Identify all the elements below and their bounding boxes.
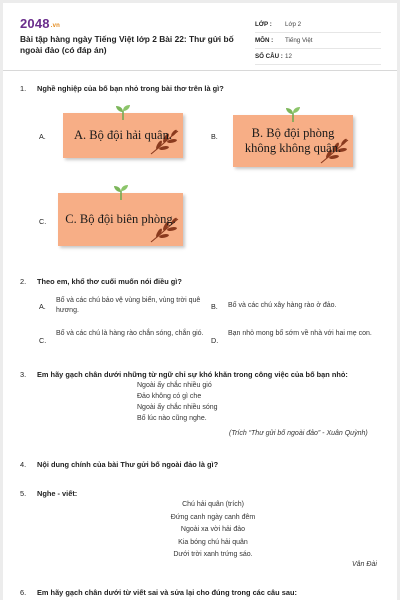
option-d-text[interactable]: Bạn nhỏ mong bố sớm về nhà với hai mẹ con. <box>228 330 372 337</box>
meta-key: LỚP : <box>255 21 272 28</box>
meta-table <box>255 17 381 65</box>
option-letter-c: C. <box>39 336 47 345</box>
answer-card-b[interactable] <box>233 115 353 167</box>
question-text: Nội dung chính của bài Thư gửi bố ngoài đảo là gì? <box>37 460 219 469</box>
dictation-poem <box>143 499 283 562</box>
option-letter-a: A. <box>39 132 46 141</box>
question-number: 3. <box>20 370 27 379</box>
question-3 <box>20 370 390 379</box>
option-c-text[interactable]: Bố và các chú là hàng rào chắn sóng, chắn gió. <box>56 330 204 337</box>
question-2 <box>20 277 182 286</box>
site-logo[interactable] <box>20 16 60 31</box>
logo-suffix: .vn <box>50 23 61 29</box>
answer-card-a[interactable] <box>63 113 183 158</box>
poem-author: Vân Đài <box>352 561 377 568</box>
question-1 <box>20 84 224 93</box>
question-text: Em hãy gạch chân dưới những từ ngữ chỉ sự khó khăn trong công việc của bố bạn nhỏ: <box>37 370 348 379</box>
option-text: C. Bộ đội biên phòng. <box>65 212 176 226</box>
meta-row-subject <box>255 33 381 49</box>
option-text: B. Bộ đội phòng không không quân. <box>244 126 342 155</box>
option-letter-b: B. <box>211 302 218 311</box>
question-number: 4. <box>20 460 27 469</box>
poem-line: Ngoài ấy chắc nhiều sóng <box>137 404 218 411</box>
poem-title: Chú hải quân (trích) <box>182 501 244 508</box>
question-text: Nghề nghiệp của bố bạn nhỏ trong bài thơ trên là gì? <box>37 84 224 93</box>
poem-line: Đứng canh ngày canh đêm <box>170 513 256 521</box>
question-number: 6. <box>20 588 27 597</box>
option-b-text[interactable]: Bố và các chú xây hàng rào ở đảo. <box>228 302 337 309</box>
option-a-text[interactable]: Bố và các chú bảo vệ vùng biển, vùng trời quê hương. <box>56 297 201 314</box>
meta-row-grade <box>255 17 381 33</box>
answer-card-c[interactable] <box>58 193 183 246</box>
question-number: 1. <box>20 84 27 93</box>
meta-key: MÔN : <box>255 37 274 44</box>
question-5 <box>20 489 77 498</box>
question-number: 5. <box>20 489 27 498</box>
question-text: Nghe - viết: <box>37 489 78 498</box>
meta-value: Tiếng Việt <box>285 37 313 44</box>
poem-excerpt <box>137 380 218 424</box>
meta-row-count <box>255 49 381 65</box>
page-header <box>3 3 397 71</box>
option-text: A. Bộ đội hải quân. <box>74 128 172 142</box>
poem-line: Ngoài ấy chắc nhiều gió <box>137 382 212 389</box>
question-6 <box>20 588 297 597</box>
question-number: 2. <box>20 277 27 286</box>
option-letter-a: A. <box>39 302 46 311</box>
sprout-icon <box>114 104 132 120</box>
option-letter-c: C. <box>39 217 47 226</box>
page-title: Bài tập hàng ngày Tiếng Việt lớp 2 Bài 22: Thư gửi bố ngoài đảo (có đáp án) <box>20 34 234 55</box>
question-text: Theo em, khổ thơ cuối muốn nói điều gì? <box>37 277 182 286</box>
sprout-icon <box>112 184 130 200</box>
meta-key: SỐ CÂU : <box>255 53 283 60</box>
logo-text: 2048 <box>20 16 50 31</box>
worksheet-page <box>3 3 397 600</box>
meta-value: 12 <box>285 53 292 60</box>
poem-line: Dưới trời xanh trứng sáo. <box>173 551 253 558</box>
poem-line: Bố lúc nào cũng nghe. <box>137 415 207 422</box>
meta-value: Lớp 2 <box>285 21 302 28</box>
option-letter-d: D. <box>211 336 219 345</box>
question-text: Em hãy gạch chân dưới từ viết sai và sửa lại cho đúng trong các câu sau: <box>37 588 297 597</box>
question-4 <box>20 460 218 469</box>
sprout-icon <box>284 106 302 122</box>
poem-source: (Trích “Thư gửi bố ngoài đảo” - Xuân Quỳnh) <box>229 430 368 437</box>
poem-line: Đảo không có gì che <box>137 393 202 400</box>
option-letter-b: B. <box>211 132 218 141</box>
poem-line: Ngoài xa vời hải đảo <box>180 526 246 533</box>
poem-line: Kia bóng chú hải quân <box>178 538 248 546</box>
